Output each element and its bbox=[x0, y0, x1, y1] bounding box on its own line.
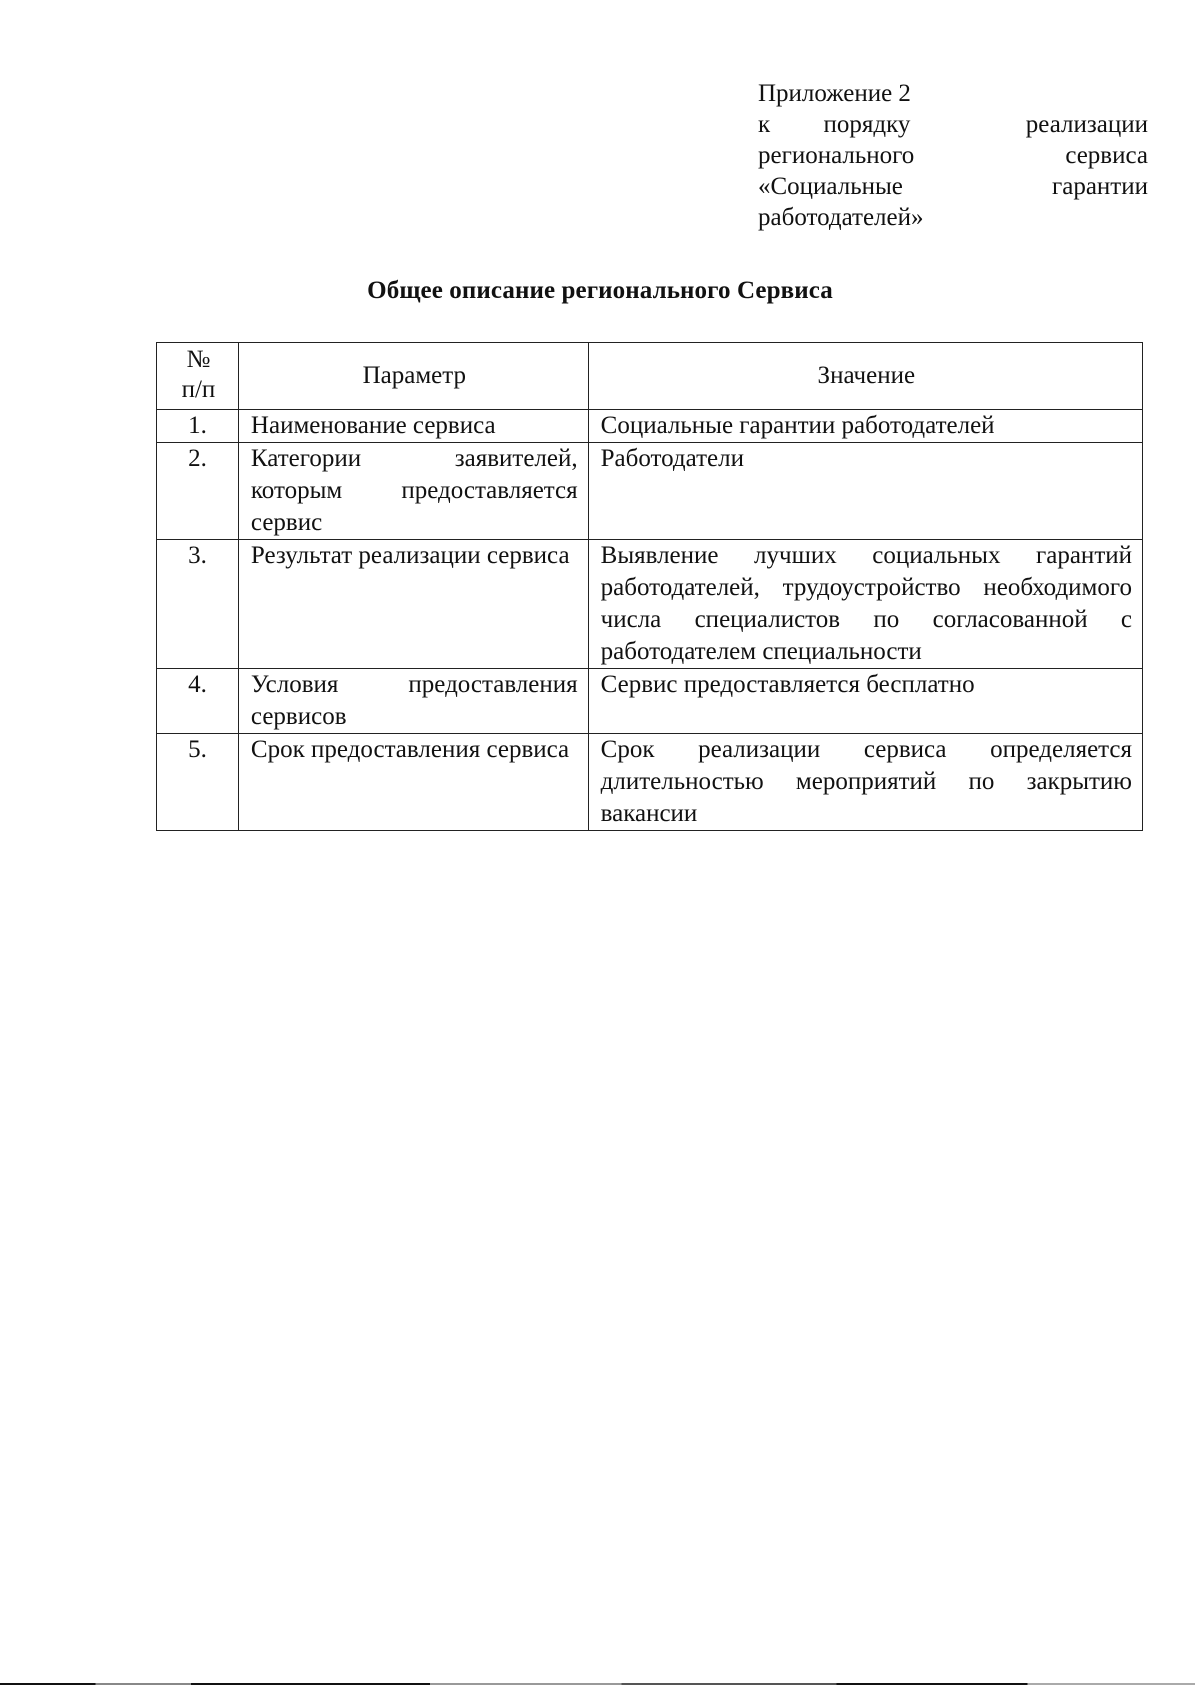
row-number: 4. bbox=[157, 669, 239, 734]
row-parameter: Категории заявителей, которым предоставляется сервис bbox=[238, 443, 588, 540]
annex-text: к bbox=[758, 111, 771, 138]
header-value: Значение bbox=[588, 343, 1142, 410]
annex-line-4 bbox=[758, 171, 1148, 202]
annex-text: реализации bbox=[1025, 111, 1148, 138]
row-number: 2. bbox=[157, 443, 239, 540]
row-value: Социальные гарантии работодателей bbox=[588, 410, 1142, 443]
annex-line-3 bbox=[758, 140, 1148, 171]
annex-text: сервиса bbox=[1065, 142, 1148, 169]
row-value: Работодатели bbox=[588, 443, 1142, 540]
annex-line-1 bbox=[758, 78, 1148, 109]
row-value: Срок реализации сервиса определяется длительностью мероприятий по закрытию вакансии bbox=[588, 734, 1142, 831]
annex-line-5 bbox=[758, 202, 1148, 233]
annex-text: гарантии bbox=[1051, 173, 1148, 200]
row-number: 5. bbox=[157, 734, 239, 831]
row-parameter: Условия предоставления сервисов bbox=[238, 669, 588, 734]
annex-header bbox=[758, 78, 1148, 233]
annex-text: регионального bbox=[758, 142, 915, 169]
row-number: 1. bbox=[157, 410, 239, 443]
annex-text: «Социальные bbox=[758, 173, 903, 200]
service-description-table bbox=[156, 342, 1143, 831]
header-number-label: п/п bbox=[181, 376, 216, 403]
row-value: Сервис предоставляется бесплатно bbox=[588, 669, 1142, 734]
header-number bbox=[157, 343, 239, 410]
header-parameter: Параметр bbox=[238, 343, 588, 410]
table-row bbox=[157, 443, 1143, 540]
header-number-symbol: № bbox=[186, 346, 211, 373]
table-row bbox=[157, 734, 1143, 831]
table-row bbox=[157, 540, 1143, 669]
table-row bbox=[157, 669, 1143, 734]
annex-title: Приложение 2 bbox=[758, 80, 911, 107]
table-row bbox=[157, 410, 1143, 443]
annex-line-2 bbox=[758, 109, 1148, 140]
row-value: Выявление лучших социальных гарантий работодателей, трудоустройство необходимого числа специалистов по согласованной с работодателем специальности bbox=[588, 540, 1142, 669]
table-header-row bbox=[157, 343, 1143, 410]
document-title: Общее описание регионального Сервиса bbox=[367, 277, 833, 304]
row-number: 3. bbox=[157, 540, 239, 669]
scan-edge-line bbox=[0, 1683, 1195, 1685]
annex-text: работодателей» bbox=[758, 204, 924, 231]
annex-text: порядку bbox=[823, 111, 911, 138]
row-parameter: Срок предоставления сервиса bbox=[238, 734, 588, 831]
row-parameter: Результат реализации сервиса bbox=[238, 540, 588, 669]
row-parameter: Наименование сервиса bbox=[238, 410, 588, 443]
